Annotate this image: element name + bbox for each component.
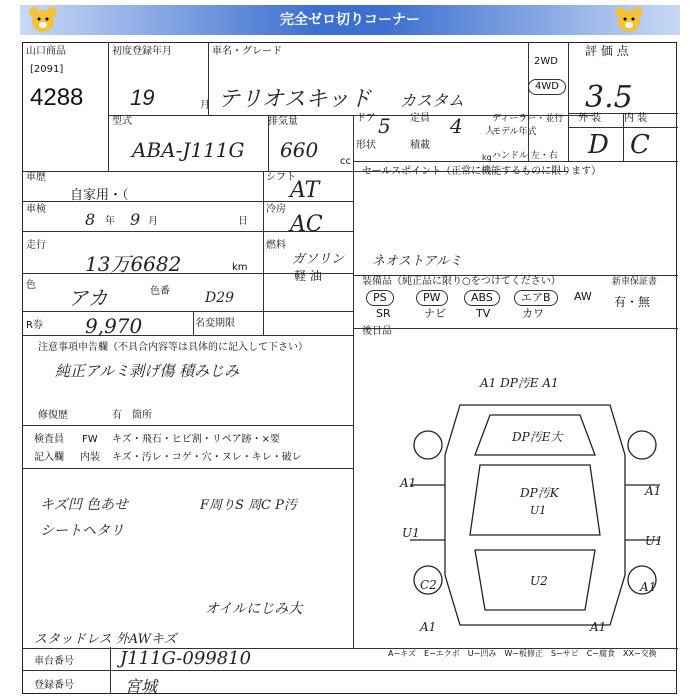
color-no-label: 色番 — [150, 286, 170, 297]
shift-label: シフト — [266, 172, 296, 183]
rating-label: 評 価 点 — [585, 44, 629, 58]
displacement-label: 排気量 — [268, 116, 298, 127]
shift-value: AT — [290, 178, 320, 203]
memo-1: キズ凹 色あせ — [40, 497, 129, 513]
interior-label: 内 装 — [624, 113, 648, 124]
diag-rear: U2 — [530, 574, 548, 588]
name-change-label: 名変期限 — [195, 318, 235, 329]
model-year-label: モデル年式 — [492, 127, 537, 137]
shaken-label: 車検 — [26, 204, 46, 215]
model-value: ABA-J111G — [132, 138, 245, 162]
handle-label: ハンドル 左・右 — [492, 151, 558, 161]
diag-bottom-left: A1 — [420, 620, 437, 634]
cc-label: cc — [340, 156, 351, 167]
equipment-label: 装備品（純正品に限り○をつけてください） — [362, 276, 561, 287]
drive-2wd: 2WD — [534, 56, 558, 67]
capacity-label: 定員 — [410, 113, 430, 124]
entry-label: 記入欄 — [34, 452, 64, 463]
fuel-diesel: 軽 油 — [294, 269, 322, 283]
drive-4wd: 4WD — [528, 79, 566, 95]
repair-label: 修復歴 — [38, 410, 68, 421]
equip-navi: ナビ — [424, 307, 446, 320]
first-reg-year: 19 — [130, 85, 155, 110]
equip-airbag: エアB — [514, 290, 558, 306]
kg-label: kg — [482, 153, 492, 162]
color-label: 色 — [26, 280, 36, 291]
equip-tv: TV — [476, 307, 491, 320]
equip-aw: AW — [574, 290, 592, 303]
dealer-label: ディーラー・並行 — [492, 114, 564, 124]
inspector-label: 検査員 — [34, 434, 64, 445]
memo-4: オイルにじみ大 — [205, 601, 303, 617]
r-ticket-value: 9,970 — [85, 314, 143, 338]
km-label: km — [232, 262, 248, 273]
ac-value: AC — [290, 212, 323, 237]
bear-mascot-icon — [614, 6, 644, 34]
car-name: テリオスキッド — [218, 87, 372, 112]
diag-roof2: U1 — [530, 504, 547, 517]
day-label: 日 — [238, 216, 248, 227]
mileage-value: 13万6682 — [85, 252, 182, 276]
diag-left2: U1 — [402, 526, 420, 540]
shaken-year: 8 — [85, 210, 96, 229]
sales-note: ネオストアルミ — [372, 254, 462, 269]
year-label: 年 — [105, 216, 115, 227]
equip-ps: PS — [366, 290, 394, 306]
corner-label: 山口商品 — [26, 46, 66, 57]
load-label: 積載 — [410, 140, 430, 151]
fuel-label: 燃料 — [266, 240, 286, 251]
memo-5: スタッドレス 外AWキズ — [34, 632, 177, 647]
warranty-label: 新車保証書 — [612, 277, 658, 287]
door-label: ドア — [356, 113, 376, 124]
diag-right1: A1 — [645, 484, 662, 498]
shaken-month: 9 — [130, 210, 141, 229]
lot-code: [2091] — [30, 64, 64, 75]
diag-bottom-right: A1 — [590, 620, 607, 634]
diag-roof: DP汚K — [520, 486, 559, 500]
damage-legend: A−キズ E−エクボ U−凹み W−板修正 S−サビ C−腐食 XX−交換 — [388, 649, 657, 658]
diag-right2: U1 — [645, 534, 663, 548]
color-no-value: D29 — [205, 290, 235, 306]
r-ticket-label: R券 — [26, 320, 43, 331]
plate-value: 宮城 — [125, 677, 158, 696]
fw-label: FW — [82, 434, 98, 445]
diag-right3: A1 — [640, 580, 657, 594]
month-label: 月 — [200, 100, 210, 111]
car-name-label: 車名・グレード — [212, 46, 282, 57]
equip-abs: ABS — [464, 290, 500, 306]
score: 3.5 — [585, 80, 633, 115]
sales-point-label: セールスポイント（正常に機能するものに限ります） — [362, 166, 602, 177]
exterior-value: D — [588, 130, 609, 160]
usage-value: 自家用・（ — [70, 188, 129, 203]
grade: カスタム — [400, 91, 465, 110]
warranty-yes-no: 有・無 — [614, 295, 651, 309]
doors-value: 5 — [378, 114, 391, 138]
lot-number: 4288 — [30, 84, 84, 111]
memo-2: シートヘタリ — [40, 523, 124, 539]
first-reg-label: 初度登録年月 — [112, 46, 172, 57]
interior-value: C — [630, 130, 650, 160]
equip-sr: SR — [376, 307, 391, 320]
after-parts-label: 後日品 — [362, 326, 392, 337]
inner-items: キズ・汚レ・コゲ・穴・ヌレ・キレ・破レ — [112, 452, 302, 463]
inner-label: 内装 — [80, 452, 100, 463]
notes-label: 注意事項申告欄（不具合内容等は具体的に記入して下さい） — [38, 342, 308, 353]
notes-value: 純正アルミ剥げ傷 積みじみ — [55, 362, 240, 380]
memo-3: F周りS 周C P汚 — [200, 498, 297, 513]
banner: 完全ゼロ切りコーナー — [20, 5, 680, 35]
displacement-value: 660 — [280, 138, 319, 162]
chassis-label: 車台番号 — [34, 656, 74, 667]
shape-label: 形状 — [356, 140, 376, 151]
bear-mascot-icon — [28, 6, 58, 34]
ac-label: 冷房 — [266, 204, 286, 215]
equip-pw: PW — [416, 290, 448, 306]
repair-value: 有 箇所 — [112, 410, 152, 421]
capacity-value: 4 — [450, 114, 463, 138]
color-value: アカ — [68, 286, 108, 310]
equip-leather: カワ — [522, 307, 544, 320]
chassis-value: J111G-099810 — [120, 648, 252, 669]
person-label: 人 — [485, 126, 495, 137]
history-label: 車歴 — [26, 172, 46, 183]
fw-items: キズ・飛石・ヒビ割・リペア跡・×要 — [112, 434, 280, 445]
mileage-label: 走行 — [26, 240, 46, 251]
exterior-label: 外 装 — [578, 113, 602, 124]
diag-left1: A1 — [400, 476, 417, 490]
model-label: 型式 — [112, 116, 132, 127]
diag-top: A1 DP汚E A1 — [480, 376, 559, 390]
diag-hood: DP汚E大 — [512, 430, 563, 444]
month-label: 月 — [148, 216, 158, 227]
fuel-value: ガソリン — [292, 252, 345, 267]
plate-label: 登録番号 — [34, 680, 74, 691]
diag-left3: C2 — [420, 578, 437, 592]
